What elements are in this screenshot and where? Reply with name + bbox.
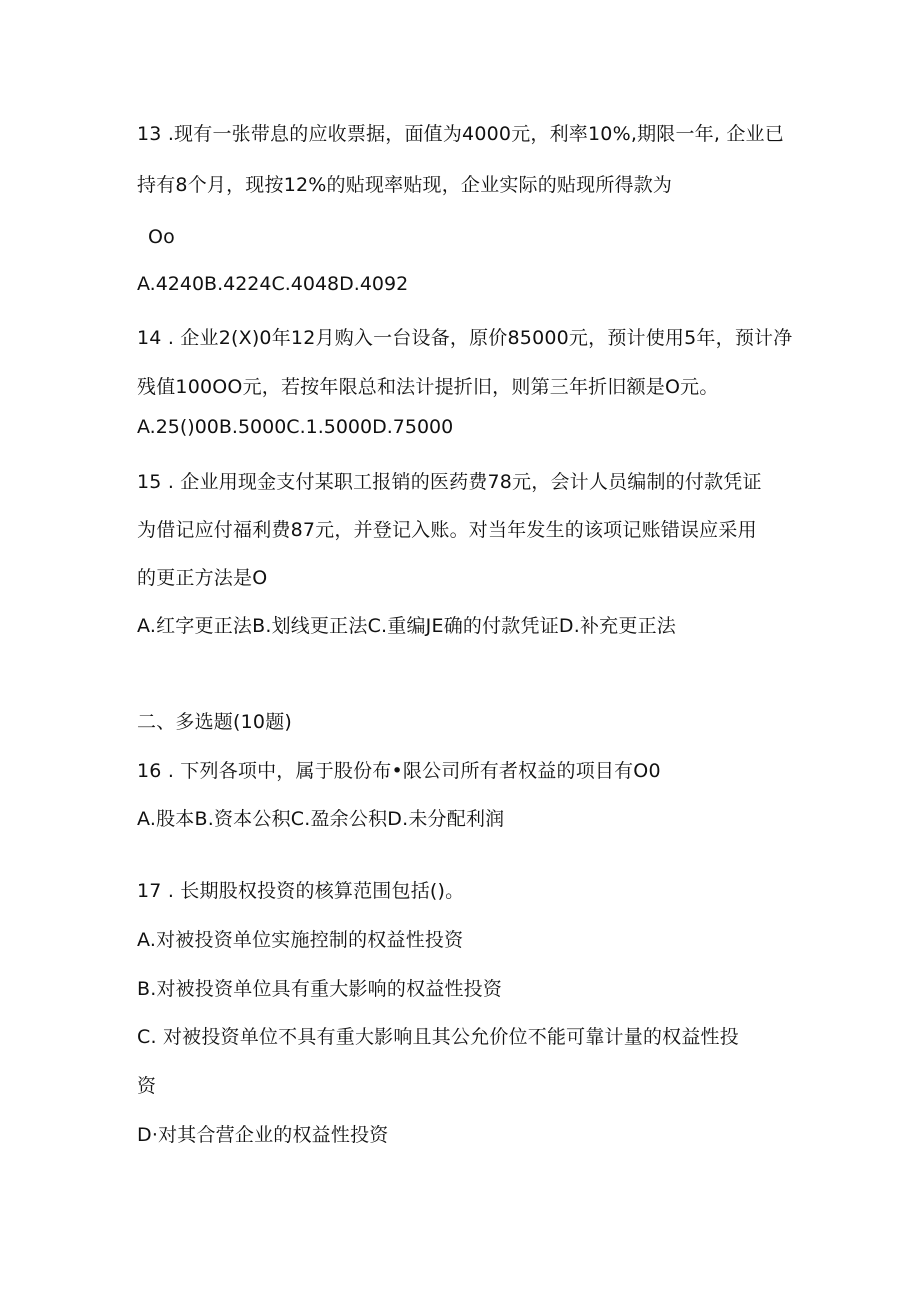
q17-option-c-line1: C. 对被投资单位不具有重大影响且其公允价位不能可靠计量的权益性投 (137, 1026, 739, 1048)
q17-stem: 17 . 长期股权投资的核算范围包括()。 (137, 880, 465, 902)
q16-options: A.股本B.资本公积C.盈余公积D.未分配利润 (137, 808, 505, 830)
q17-option-c-line2: 资 (137, 1075, 157, 1097)
q14-stem-line1: 14 . 企业2(X)0年12月购入一台设备，原价85000元，预计使用5年，预计净 (137, 327, 793, 349)
q17-option-d: D·对其合营企业的权益性投资 (137, 1124, 389, 1146)
q13-stem-line2: 持有8个月，现按12%的贴现率贴现，企业实际的贴现所得款为 (137, 174, 673, 196)
q17-option-a: A.对被投资单位实施控制的权益性投资 (137, 929, 464, 951)
q15-stem-line2: 为借记应付福利费87元，并登记入账。对当年发生的该项记账错误应采用 (137, 519, 757, 541)
q14-options: A.25()00B.5000C.1.5000D.75000 (137, 416, 454, 438)
q16-stem: 16 . 下列各项中，属于股份布•限公司所有者权益的项目有O0 (137, 760, 661, 782)
q13-options: A.4240B.4224C.4048D.4092 (137, 273, 409, 295)
q14-stem-line2: 残值100OO元，若按年限总和法计提折旧，则第三年折旧额是O元。 (137, 376, 719, 398)
q17-option-b: B.对被投资单位具有重大影响的权益性投资 (137, 978, 503, 1000)
q15-options: A.红字更正法B.划线更正法C.重编JE确的付款凭证D.补充更正法 (137, 615, 676, 637)
section-heading-multiple-choice: 二、多选题(10题) (137, 711, 293, 733)
q13-stem-line3: Oo (148, 226, 175, 248)
q15-stem-line1: 15 . 企业用现金支付某职工报销的医药费78元，会计人员编制的付款凭证 (137, 471, 762, 493)
q13-stem-line1: 13 .现有一张带息的应收票据，面值为4000元，利率10%,期限一年, 企业已 (137, 123, 784, 145)
q15-stem-line3: 的更正方法是O (137, 567, 268, 589)
